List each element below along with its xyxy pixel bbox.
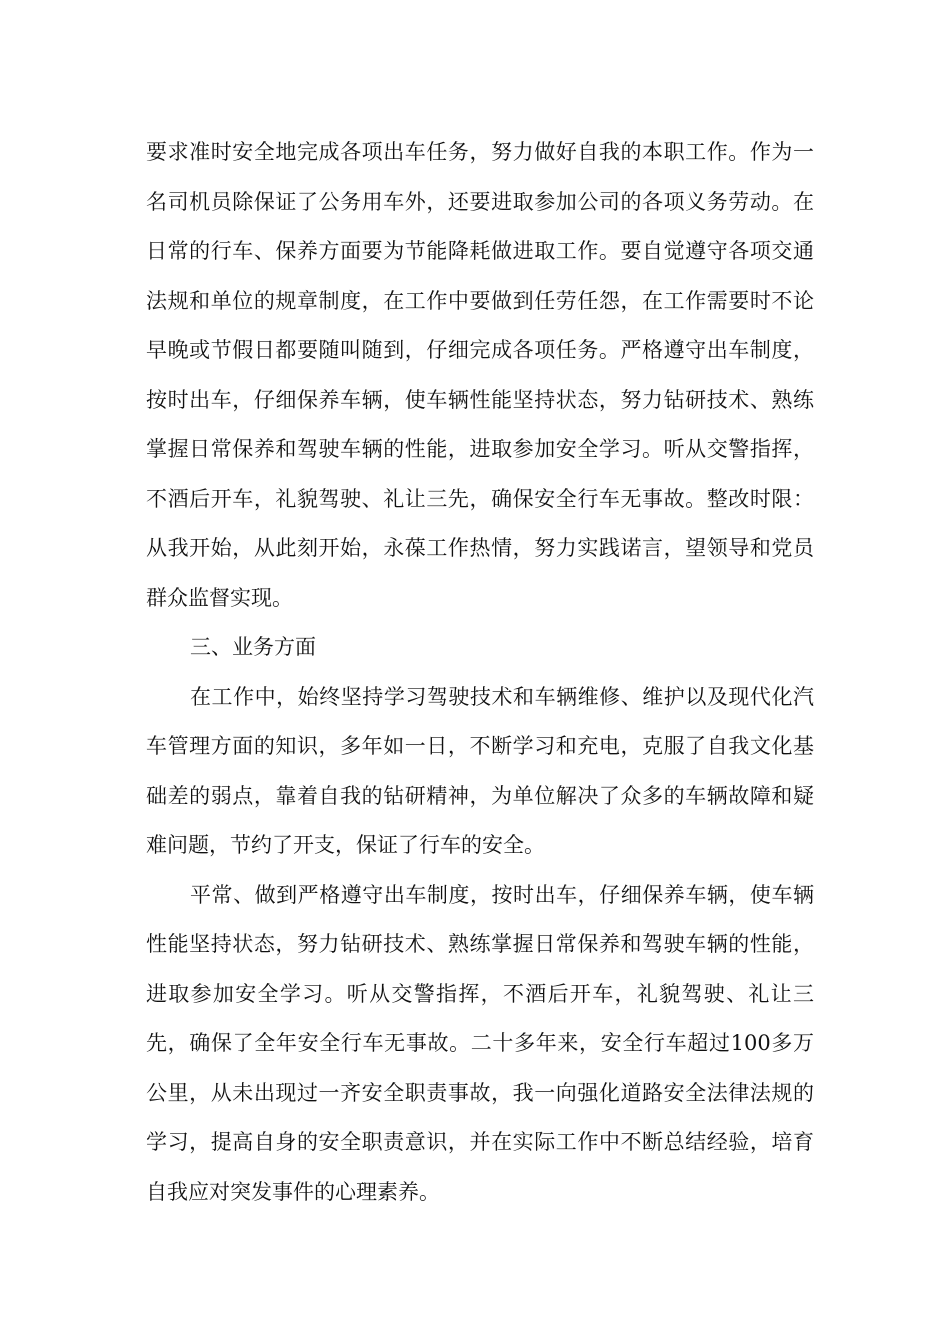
- section-heading: 三、业务方面: [190, 635, 316, 659]
- paragraph-continuation: 要求准时安全地完成各项出车任务，努力做好自我的本职工作。作为一名司机员除保证了公务用车外，还要进取参加公司的各项义务劳动。在日常的行车、保养方面要为节能降耗做进取工作。要自觉遵守各项交通法规和单位的规章制度，在工作中要做到任劳任怨，在工作需要时不论早晚或节假日都要随叫随到，仔细完成各项任务。严格遵守出车制度，按时出车，仔细保养车辆，使车辆性能坚持状态，努力钻研技术、熟练掌握日常保养和驾驶车辆的性能，进取参加安全学习。听从交警指挥，不酒后开车，礼貌驾驶、礼让三先，确保安全行车无事故。整改时限：从我开始，从此刻开始，永葆工作热情，努力实践诺言，望领导和党员群众监督实现。: [146, 140, 814, 610]
- paragraph-work: 在工作中，始终坚持学习驾驶技术和车辆维修、维护以及现代化汽车管理方面的知识，多年如一日，不断学习和充电，克服了自我文化基础差的弱点，靠着自我的钻研精神，为单位解决了众多的车辆故障和疑难问题，节约了开支，保证了行车的安全。: [146, 684, 814, 857]
- paragraph-daily: 平常、做到严格遵守出车制度，按时出车，仔细保养车辆，使车辆性能坚持状态，努力钻研技术、熟练掌握日常保养和驾驶车辆的性能，进取参加安全学习。听从交警指挥，不酒后开车，礼貌驾驶、礼让三先，确保了全年安全行车无事故。二十多年来，安全行车超过100多万公里，从未出现过一齐安全职责事故，我一向强化道路安全法律法规的学习，提高自身的安全职责意识，并在实际工作中不断总结经验，培育自我应对突发事件的心理素养。: [146, 882, 814, 1204]
- document-body: [146, 128, 814, 1217]
